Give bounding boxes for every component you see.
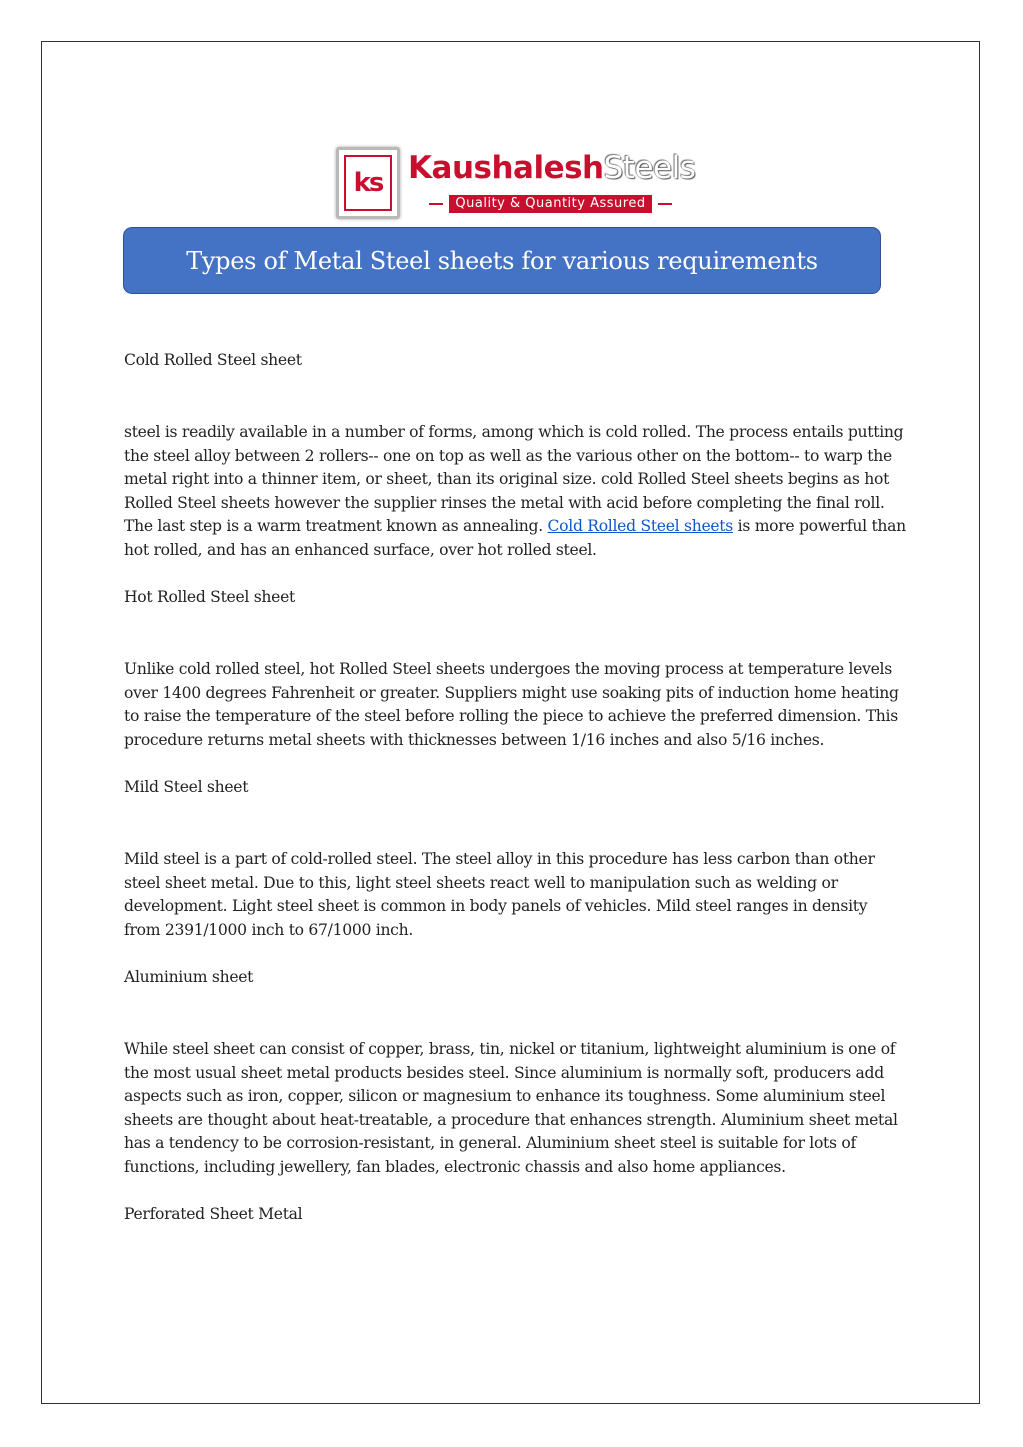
logo-brand-word-2: Steels — [603, 150, 696, 186]
logo-wordmark — [408, 150, 695, 186]
tagline-rule-right — [658, 203, 672, 205]
cold-rolled-steel-sheets-link[interactable]: Cold Rolled Steel sheets — [547, 517, 733, 535]
logo-monogram-box — [336, 147, 400, 219]
section-heading-hot-rolled: Hot Rolled Steel sheet — [124, 588, 295, 606]
tagline-text: Quality & Quantity Assured — [449, 195, 651, 213]
section-body-hot-rolled: Unlike cold rolled steel, hot Rolled Steel sheets undergoes the moving process at temperature levels over 1400 degrees Fahrenheit or greater. Suppliers might use soaking pits of induction home heating to raise the temperature of the steel before rolling the piece to achieve the preferred dimension. This procedure returns metal sheets with thicknesses between 1/16 inches and also 5/16 inches. — [124, 660, 899, 749]
cold-rolled-text-1: steel is readily available in a number of forms, among which is cold rolled. The process entails putting the steel alloy between 2 rollers-- one on top as well as the various other on the bottom-- to warp the metal right into a thinner item, or sheet, than its original size. cold Rolled Steel sheets begins as hot Rolled Steel sheets however the supplier rinses the metal with acid before completing the final roll. The last step is a warm treatment known as annealing. — [124, 423, 904, 535]
company-logo — [336, 144, 698, 224]
section-body-aluminium: While steel sheet can consist of copper, brass, tin, nickel or titanium, lightweight aluminium is one of the most usual sheet metal products besides steel. Since aluminium is normally soft, producers add aspects such as iron, copper, silicon or magnesium to enhance its toughness. Some aluminium steel sheets are thought about heat-treatable, a procedure that enhances strength. Aluminium sheet metal has a tendency to be corrosion-resistant, in general. Aluminium sheet steel is suitable for lots of functions, including jewellery, fan blades, electronic chassis and also home appliances. — [124, 1040, 898, 1176]
tagline-rule-left — [429, 203, 443, 205]
page-title: Types of Metal Steel sheets for various requirements — [186, 246, 818, 275]
section-heading-mild-steel: Mild Steel sheet — [124, 778, 249, 796]
logo-tagline — [408, 194, 693, 214]
article-body — [124, 348, 906, 1226]
title-banner — [123, 227, 881, 294]
logo-brand-word-1: Kaushalesh — [408, 150, 604, 186]
section-body-cold-rolled — [124, 421, 906, 562]
section-heading-cold-rolled: Cold Rolled Steel sheet — [124, 351, 302, 369]
logo-monogram: ks — [344, 155, 392, 211]
section-heading-aluminium: Aluminium sheet — [124, 968, 254, 986]
section-heading-perforated: Perforated Sheet Metal — [124, 1205, 303, 1223]
cold-rolled-text-2: is more powerful than hot rolled, and has an enhanced surface, over hot rolled steel. — [124, 517, 906, 559]
section-body-mild-steel: Mild steel is a part of cold-rolled steel. The steel alloy in this procedure has less carbon than other steel sheet metal. Due to this, light steel sheets react well to manipulation such as welding or development. Light steel sheet is common in body panels of vehicles. Mild steel ranges in density from 2391/1000 inch to 67/1000 inch. — [124, 850, 875, 939]
